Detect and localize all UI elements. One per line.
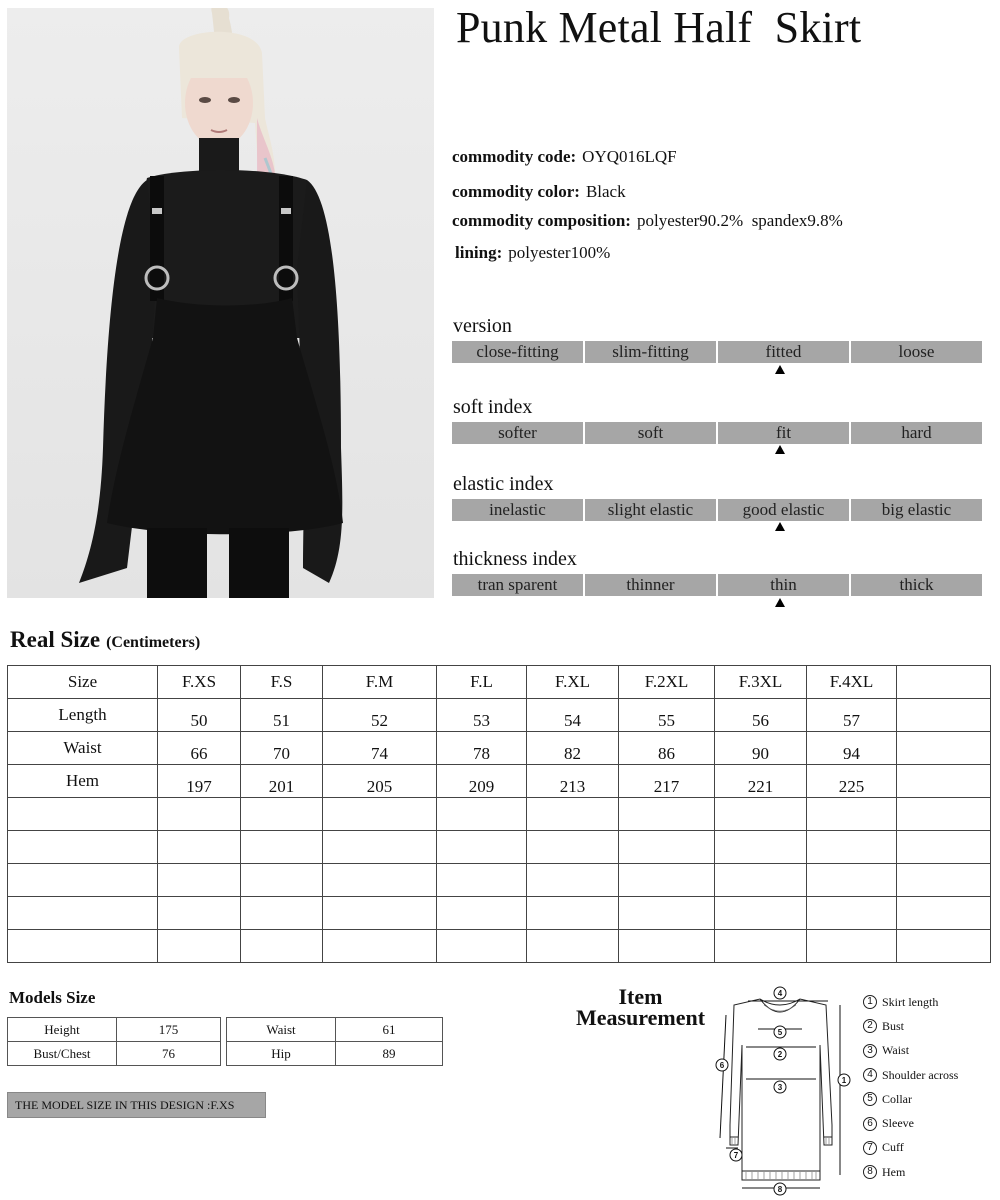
size-table-cell: 70 — [241, 732, 323, 765]
size-table-cell — [241, 897, 323, 930]
list-item — [863, 1063, 958, 1087]
legend-number: 4 — [863, 1068, 877, 1082]
size-table-cell — [897, 831, 991, 864]
size-table-cell — [241, 864, 323, 897]
size-table-row-label — [8, 798, 158, 831]
svg-text:1: 1 — [841, 1076, 847, 1085]
table-row — [8, 732, 991, 765]
size-table-cell: 201 — [241, 765, 323, 798]
size-table-cell: 225 — [807, 765, 897, 798]
size-table-header-cell — [897, 666, 991, 699]
list-item — [863, 1111, 958, 1135]
elastic-index-selected-marker — [775, 522, 785, 531]
legend-text: Waist — [882, 1043, 910, 1058]
lining-value: polyester100% — [508, 243, 611, 262]
measurement-diagram — [712, 985, 857, 1200]
elastic-index-option: good elastic — [718, 499, 849, 521]
size-table-header-cell: F.XS — [158, 666, 241, 699]
size-table-cell: 197 — [158, 765, 241, 798]
size-table-cell — [158, 864, 241, 897]
size-table-cell — [437, 930, 527, 963]
size-table-row-label: Hem — [8, 765, 158, 798]
thickness-index-option: thin — [718, 574, 849, 596]
version-option: loose — [851, 341, 982, 363]
model-bust-value: 76 — [117, 1042, 221, 1066]
info-commodity-code — [452, 147, 677, 167]
measurement-legend — [863, 990, 958, 1184]
table-row — [227, 1018, 443, 1042]
model-illustration — [7, 8, 434, 598]
version-bar — [452, 341, 982, 363]
elastic-index-bar — [452, 499, 982, 521]
legend-number: 8 — [863, 1165, 877, 1179]
table-row — [8, 798, 991, 831]
commodity-color-value: Black — [585, 182, 626, 201]
model-waist-value: 61 — [336, 1018, 443, 1042]
list-item — [863, 1014, 958, 1038]
size-table-cell: 57 — [807, 699, 897, 732]
thickness-index-bar — [452, 574, 982, 596]
svg-text:4: 4 — [777, 989, 783, 998]
size-table-cell — [241, 930, 323, 963]
legend-text: Skirt length — [882, 994, 939, 1009]
table-row — [8, 765, 991, 798]
size-table-cell — [323, 831, 437, 864]
version-label: version — [453, 315, 512, 337]
version-option: close-fitting — [452, 341, 583, 363]
size-table-cell: 209 — [437, 765, 527, 798]
legend-number: 5 — [863, 1092, 877, 1106]
model-bust-label: Bust/Chest — [8, 1042, 117, 1066]
table-row — [8, 897, 991, 930]
version-option: slim-fitting — [585, 341, 716, 363]
size-table-cell — [158, 798, 241, 831]
commodity-code-value: OYQ016LQF — [582, 147, 677, 166]
size-table-row-label — [8, 864, 158, 897]
size-table-cell — [158, 930, 241, 963]
commodity-code-label: commodity code: — [452, 147, 577, 166]
size-table-row-label — [8, 831, 158, 864]
thickness-index-option: thinner — [585, 574, 716, 596]
size-table-cell — [437, 897, 527, 930]
size-table-cell — [323, 897, 437, 930]
size-table-cell — [323, 864, 437, 897]
size-table-cell — [527, 864, 619, 897]
size-table-header-cell: F.4XL — [807, 666, 897, 699]
size-table-cell: 66 — [158, 732, 241, 765]
table-row — [8, 831, 991, 864]
table-row — [8, 1042, 221, 1066]
size-table-cell — [897, 798, 991, 831]
size-table-header-cell: Size — [8, 666, 158, 699]
size-table-cell — [807, 930, 897, 963]
size-table-cell: 54 — [527, 699, 619, 732]
model-hip-value: 89 — [336, 1042, 443, 1066]
size-table-cell — [527, 831, 619, 864]
soft-index-option: soft — [585, 422, 716, 444]
info-lining — [455, 243, 610, 263]
size-table-cell — [323, 930, 437, 963]
size-table-cell: 205 — [323, 765, 437, 798]
legend-text: Bust — [882, 1018, 905, 1033]
size-table-cell — [323, 798, 437, 831]
legend-text: Cuff — [882, 1140, 904, 1155]
product-title: Punk Metal Half Skirt — [456, 3, 862, 52]
size-table-cell — [897, 864, 991, 897]
size-table-cell — [619, 930, 715, 963]
version-selected-marker — [775, 365, 785, 374]
size-table-cell — [715, 930, 807, 963]
size-table-header-cell: F.S — [241, 666, 323, 699]
soft-index-bar — [452, 422, 982, 444]
model-height-value: 175 — [117, 1018, 221, 1042]
size-table-header-cell: F.3XL — [715, 666, 807, 699]
models-size-title: Models Size — [9, 988, 96, 1007]
model-hip-label: Hip — [227, 1042, 336, 1066]
legend-number: 1 — [863, 995, 877, 1009]
size-table-cell: 74 — [323, 732, 437, 765]
size-table-cell — [897, 765, 991, 798]
elastic-index-option: slight elastic — [585, 499, 716, 521]
size-table-cell — [897, 897, 991, 930]
legend-number: 3 — [863, 1044, 877, 1058]
svg-text:7: 7 — [733, 1151, 739, 1160]
size-table-cell: 221 — [715, 765, 807, 798]
table-row — [8, 864, 991, 897]
size-table-header-cell: F.XL — [527, 666, 619, 699]
size-table-cell — [807, 864, 897, 897]
legend-number: 6 — [863, 1117, 877, 1131]
size-table-cell — [715, 798, 807, 831]
version-option: fitted — [718, 341, 849, 363]
model-waist-label: Waist — [227, 1018, 336, 1042]
size-table-cell — [715, 831, 807, 864]
size-table-header-cell: F.M — [323, 666, 437, 699]
size-table-cell — [715, 864, 807, 897]
list-item — [863, 990, 958, 1014]
thickness-index-option: thick — [851, 574, 982, 596]
table-row — [8, 1018, 221, 1042]
model-size-note: THE MODEL SIZE IN THIS DESIGN :F.XS — [7, 1092, 266, 1118]
models-table-left — [7, 1017, 221, 1066]
real-size-heading — [10, 627, 200, 653]
size-table-cell: 78 — [437, 732, 527, 765]
product-photo — [7, 8, 434, 598]
item-measurement-title-line1: Item — [618, 984, 663, 1009]
size-table-cell — [807, 798, 897, 831]
size-table-cell — [241, 798, 323, 831]
real-size-title: Real Size — [10, 627, 101, 652]
legend-number: 7 — [863, 1141, 877, 1155]
size-table-cell: 94 — [807, 732, 897, 765]
item-measurement-title — [558, 986, 723, 1028]
soft-index-option: fit — [718, 422, 849, 444]
garment-diagram — [712, 985, 857, 1200]
size-table-cell — [437, 831, 527, 864]
item-measurement-title-line2: Measurement — [575, 1005, 706, 1030]
legend-text: Sleeve — [882, 1116, 914, 1131]
size-table-cell: 56 — [715, 699, 807, 732]
list-item — [863, 1160, 958, 1184]
legend-text: Hem — [882, 1164, 906, 1179]
size-table-header-row — [8, 666, 991, 699]
soft-index-selected-marker — [775, 445, 785, 454]
list-item — [863, 1136, 958, 1160]
svg-text:5: 5 — [777, 1028, 783, 1037]
size-table-cell: 50 — [158, 699, 241, 732]
table-row — [227, 1042, 443, 1066]
size-table-cell — [527, 930, 619, 963]
size-table-cell — [619, 831, 715, 864]
size-table-cell — [437, 864, 527, 897]
thickness-index-label: thickness index — [453, 548, 577, 570]
size-table-cell: 217 — [619, 765, 715, 798]
size-table-cell: 213 — [527, 765, 619, 798]
size-table-cell: 82 — [527, 732, 619, 765]
thickness-index-selected-marker — [775, 598, 785, 607]
size-table-cell: 51 — [241, 699, 323, 732]
size-table-cell — [807, 897, 897, 930]
size-table-cell — [241, 831, 323, 864]
svg-text:6: 6 — [719, 1061, 725, 1070]
table-row — [8, 930, 991, 963]
thickness-index-option: tran sparent — [452, 574, 583, 596]
size-table-cell — [715, 897, 807, 930]
size-table-cell — [158, 831, 241, 864]
size-table-cell — [527, 798, 619, 831]
size-table-cell: 90 — [715, 732, 807, 765]
commodity-color-label: commodity color: — [452, 182, 580, 201]
size-table-header-cell: F.L — [437, 666, 527, 699]
size-table-cell: 86 — [619, 732, 715, 765]
size-table-cell — [897, 732, 991, 765]
list-item — [863, 1039, 958, 1063]
size-table-cell — [437, 798, 527, 831]
size-table-cell: 55 — [619, 699, 715, 732]
size-table-header-cell: F.2XL — [619, 666, 715, 699]
svg-text:8: 8 — [777, 1185, 783, 1194]
commodity-composition-label: commodity composition: — [452, 211, 631, 230]
size-table-cell — [619, 798, 715, 831]
size-table-row-label — [8, 897, 158, 930]
list-item — [863, 1087, 958, 1111]
size-table-row-label: Length — [8, 699, 158, 732]
soft-index-option: hard — [851, 422, 982, 444]
soft-index-option: softer — [452, 422, 583, 444]
elastic-index-option: big elastic — [851, 499, 982, 521]
soft-index-label: soft index — [453, 396, 533, 418]
legend-text: Shoulder across — [882, 1067, 959, 1082]
size-table-cell — [897, 699, 991, 732]
size-table-cell — [527, 897, 619, 930]
size-table — [7, 665, 991, 963]
svg-text:2: 2 — [777, 1050, 783, 1059]
models-table-right — [226, 1017, 443, 1066]
legend-number: 2 — [863, 1019, 877, 1033]
size-table-row-label — [8, 930, 158, 963]
elastic-index-label: elastic index — [453, 473, 554, 495]
size-table-cell — [807, 831, 897, 864]
real-size-unit: (Centimeters) — [106, 634, 201, 651]
size-table-cell — [897, 930, 991, 963]
model-height-label: Height — [8, 1018, 117, 1042]
size-table-cell: 52 — [323, 699, 437, 732]
svg-text:3: 3 — [777, 1083, 783, 1092]
elastic-index-option: inelastic — [452, 499, 583, 521]
lining-label: lining: — [455, 243, 503, 262]
info-commodity-composition — [452, 211, 843, 231]
size-table-cell: 53 — [437, 699, 527, 732]
legend-text: Collar — [882, 1091, 912, 1106]
size-table-cell — [619, 864, 715, 897]
table-row — [8, 699, 991, 732]
info-commodity-color — [452, 182, 626, 202]
size-table-row-label: Waist — [8, 732, 158, 765]
size-table-cell — [619, 897, 715, 930]
size-table-cell — [158, 897, 241, 930]
commodity-composition-value: polyester90.2% spandex9.8% — [636, 211, 843, 230]
